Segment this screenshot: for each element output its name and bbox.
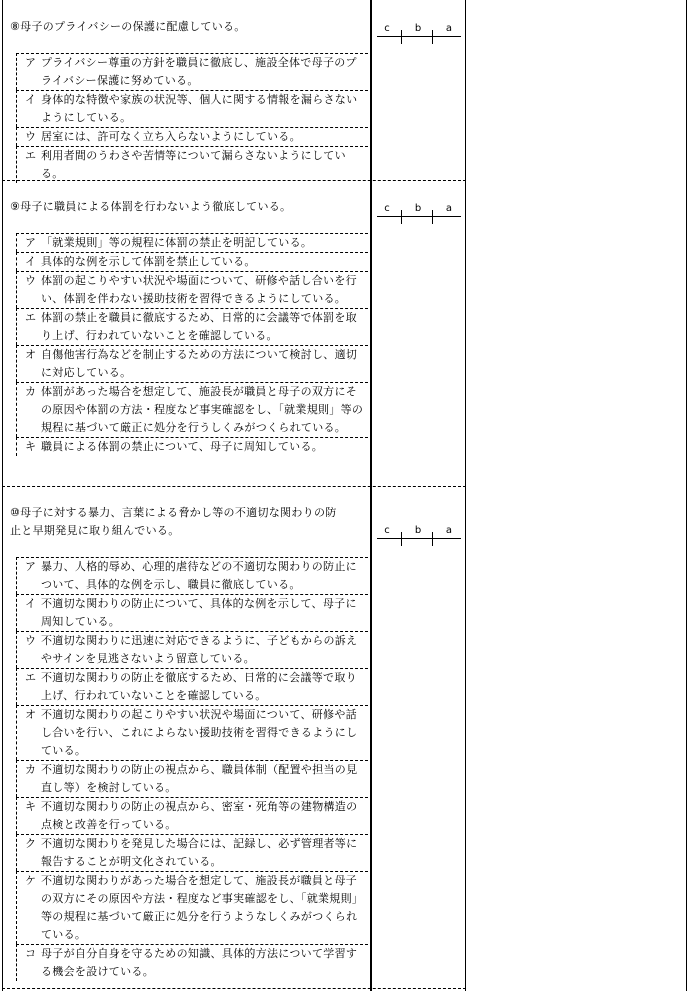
checklist-item	[16, 668, 368, 705]
rating-tick	[401, 532, 402, 546]
item-label: イ	[25, 597, 37, 610]
checklist-item	[16, 345, 368, 382]
item-text: 暴力、人格的辱め、心理的虐待などの不適切な関わりの防止について、具体的な例を示し、職員に徹底している。	[41, 560, 357, 591]
item-label: ク	[25, 837, 37, 850]
item-text: 具体的な例を示して体罰を禁止している。	[41, 255, 256, 268]
rating-baseline	[377, 216, 461, 217]
checklist	[16, 53, 368, 183]
item-text: プライバシー尊重の方針を職員に徹底し、施設全体で母子のプライバシー保護に努めている。	[41, 56, 357, 87]
item-label: オ	[25, 348, 37, 361]
right-border	[686, 0, 687, 991]
checklist-item	[16, 271, 368, 308]
rating-baseline	[377, 36, 461, 37]
item-text: 母子が自分自身を守るための知識、具体的方法について学習する機会を設けている。	[41, 947, 358, 978]
item-text: 不適切な関わりの防止の視点から、密室・死角等の建物構造の点検と改善を行っている。	[41, 800, 358, 831]
item-text: 不適切な関わりを発見した場合には、記録し、必ず管理者等に報告することが明文化されている。	[41, 837, 358, 868]
section-title: ⑩母子に対する暴力、言葉による脅かし等の不適切な関わりの防 止と早期発見に取り組んでいる。	[10, 506, 337, 537]
rating-scale	[377, 22, 461, 48]
section-separator	[2, 988, 466, 989]
item-label: ケ	[25, 874, 37, 887]
item-label: ア	[25, 236, 37, 249]
rating-c: c	[384, 23, 390, 34]
rating-c: c	[384, 525, 390, 536]
checklist-item	[16, 631, 368, 668]
item-label: ア	[25, 560, 37, 573]
checklist-item	[16, 308, 368, 345]
rating-c: c	[384, 203, 390, 214]
item-label: ア	[25, 56, 37, 69]
item-label: イ	[25, 255, 37, 268]
item-label: エ	[25, 671, 37, 684]
left-border	[2, 0, 3, 991]
checklist	[16, 233, 368, 456]
item-text: 不適切な関わりの防止について、具体的な例を示して、母子に周知している。	[41, 597, 357, 628]
item-text: 不適切な関わりの防止の視点から、職員体制（配置や担当の見直し等）を検討している。	[41, 763, 358, 794]
checklist-item	[16, 944, 368, 981]
section-title: ⑧母子のプライバシーの保護に配慮している。	[10, 20, 246, 33]
checklist-item	[16, 382, 368, 437]
rating-column-divider	[465, 0, 466, 991]
item-text: 体罰の禁止を職員に徹底するため、日常的に会議等で体罰を取り上げ、行われていないことを確認している。	[41, 311, 357, 342]
section-separator	[2, 486, 466, 487]
item-label: キ	[25, 800, 37, 813]
item-label: ウ	[25, 130, 37, 143]
item-text: 自傷他害行為などを制止するための方法について検討し、適切に対応している。	[41, 348, 358, 379]
rating-b: b	[414, 525, 422, 536]
checklist-item	[16, 146, 368, 183]
rating-scale	[377, 524, 461, 550]
item-text: 職員による体罰の禁止について、母子に周知している。	[41, 440, 324, 453]
item-label: カ	[25, 385, 37, 398]
checklist-item	[16, 797, 368, 834]
checklist-item	[16, 871, 368, 944]
item-text: 不適切な関わりがあった場合を想定して、施設長が職員と母子の双方にその原因や方法・程度など事実確認をし、「就業規則」等の規程に基づいて厳正に処分を行うようなしくみがつくられている。	[41, 874, 364, 941]
rating-a: a	[445, 23, 453, 34]
rating-tick	[432, 532, 433, 546]
item-label: ウ	[25, 274, 37, 287]
checklist-item	[16, 760, 368, 797]
item-label: カ	[25, 763, 37, 776]
item-text: 身体的な特徴や家族の状況等、個人に関する情報を漏らさないようにしている。	[41, 93, 358, 124]
checklist-item	[16, 834, 368, 871]
checklist-item	[16, 53, 368, 90]
rating-tick	[432, 30, 433, 44]
section-title: ⑨母子に職員による体罰を行わないよう徹底している。	[10, 200, 292, 213]
item-text: 不適切な関わりの起こりやすい状況や場面について、研修や話し合いを行い、これによらない援助技術を習得できるようにしている。	[41, 708, 358, 757]
item-text: 不適切な関わりに迅速に対応できるように、子どもからの訴えやサインを見逃さないよう留意している。	[41, 634, 358, 665]
checklist-item	[16, 252, 368, 271]
checklist-item	[16, 705, 368, 760]
rating-a: a	[445, 525, 453, 536]
item-label: エ	[25, 149, 37, 162]
item-label: コ	[25, 947, 37, 960]
checklist-item	[16, 233, 368, 252]
item-label: イ	[25, 93, 37, 106]
rating-baseline	[377, 538, 461, 539]
item-text: 体罰の起こりやすい状況や場面について、研修や話し合いを行い、体罰を伴わない援助技術を習得できるようにしている。	[41, 274, 357, 305]
rating-a: a	[445, 203, 453, 214]
item-label: キ	[25, 440, 37, 453]
rating-tick	[432, 210, 433, 224]
item-label: オ	[25, 708, 37, 721]
item-text: 体罰があった場合を想定して、施設長が職員と母子の双方にその原因や体罰の方法・程度など事実確認をし、「就業規則」等の規程に基づいて厳正に処分を行うしくみがつくられている。	[41, 385, 364, 434]
item-text: 利用者間のうわさや苦情等について漏らさないようにしている。	[41, 149, 346, 180]
item-text: 不適切な関わりの防止を徹底するため、日常的に会議等で取り上げ、行われていないことを確認している。	[41, 671, 357, 702]
checklist	[16, 557, 368, 981]
checklist-item	[16, 437, 368, 456]
rating-b: b	[414, 23, 422, 34]
item-text: 「就業規則」等の規程に体罰の禁止を明記している。	[41, 236, 313, 249]
checklist-item	[16, 90, 368, 127]
rating-tick	[401, 210, 402, 224]
item-label: ウ	[25, 634, 37, 647]
rating-b: b	[414, 203, 422, 214]
rating-scale	[377, 202, 461, 228]
rating-tick	[401, 30, 402, 44]
checklist-item	[16, 557, 368, 594]
checklist-item	[16, 594, 368, 631]
checklist-item	[16, 127, 368, 146]
item-label: エ	[25, 311, 37, 324]
item-text: 居室には、許可なく立ち入らないようにしている。	[41, 130, 301, 143]
column-divider	[370, 0, 372, 991]
